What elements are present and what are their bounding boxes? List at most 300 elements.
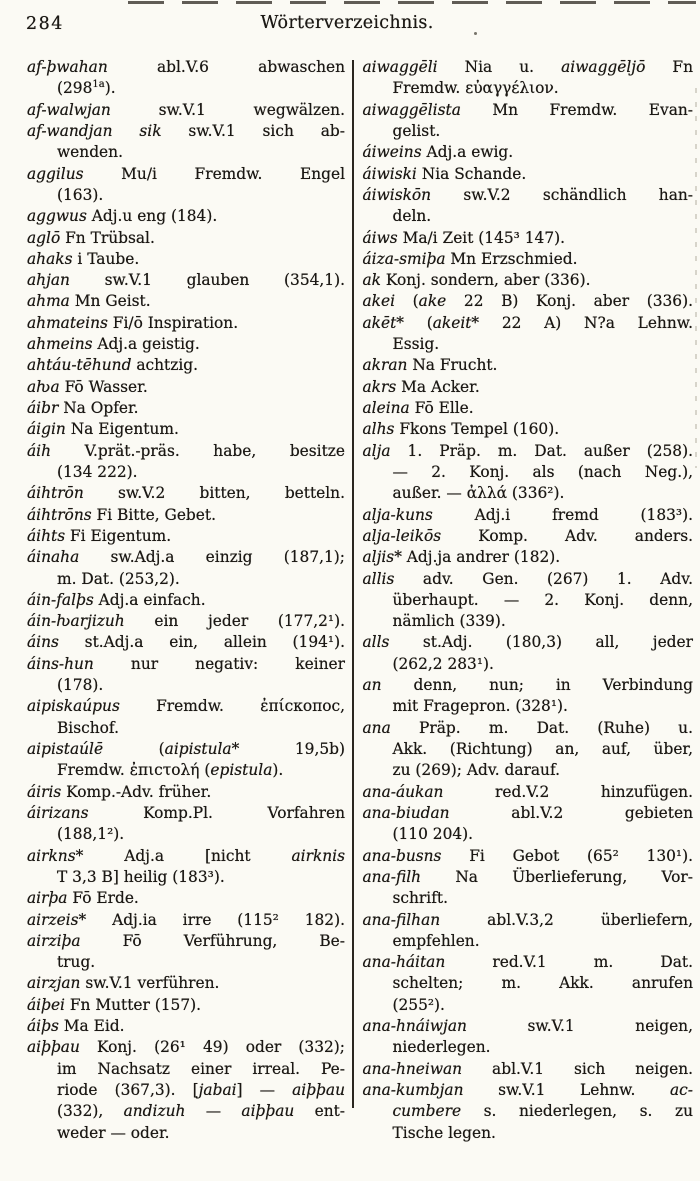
text-run: Fi Eigentum. xyxy=(65,526,172,545)
gothic-word: áigin xyxy=(27,420,66,439)
text-run: ). xyxy=(272,761,284,780)
superscript-ref: 1a xyxy=(92,79,105,91)
entry-line xyxy=(363,782,694,803)
dictionary-entry xyxy=(27,782,345,803)
entry-line xyxy=(27,121,345,142)
entry-line xyxy=(363,142,694,163)
text-run: weder — oder. xyxy=(57,1123,170,1142)
entry-line xyxy=(363,355,694,376)
text-run: (134 222). xyxy=(57,462,138,481)
entry-line xyxy=(363,228,694,249)
dictionary-entry xyxy=(363,952,694,1016)
entry-line xyxy=(363,1101,694,1122)
entry-line xyxy=(27,78,345,99)
text-run: Na Frucht. xyxy=(407,356,498,375)
gothic-word: aleina xyxy=(362,399,410,417)
text-run: gelist. xyxy=(392,121,441,140)
text-run: sw.V.1 verführen. xyxy=(80,974,220,993)
text-run: empfehlen. xyxy=(392,931,480,950)
gothic-word: aggilus xyxy=(27,164,84,183)
entry-line xyxy=(363,313,694,334)
text-run: ent- xyxy=(294,1102,345,1121)
text-run: Konj. (26¹ 49) oder (332); xyxy=(79,1038,345,1057)
text-run: sw.Adj.a einzig (187,1); xyxy=(79,548,345,567)
dictionary-entry xyxy=(27,931,345,974)
gothic-word: ake xyxy=(418,292,447,311)
dictionary-entry xyxy=(363,505,694,526)
entry-line xyxy=(363,1016,694,1037)
entry-line xyxy=(27,334,345,355)
gothic-word: áihtrōns xyxy=(27,505,92,524)
gothic-word: af-þwahan xyxy=(27,58,108,76)
entry-line xyxy=(363,291,694,312)
gothic-word: akrs xyxy=(362,377,397,396)
entry-line xyxy=(27,1123,345,1144)
text-run: schrift. xyxy=(392,889,448,908)
gothic-word: aipistaúlē xyxy=(27,740,104,758)
column-divider-rule xyxy=(352,60,354,1108)
dictionary-entry xyxy=(363,228,694,249)
entry-line xyxy=(27,632,345,653)
text-run: mit Fragepron. (328¹). xyxy=(392,697,568,716)
entry-line xyxy=(363,569,694,590)
text-run: Fremdw. ἐπίϲκοποϲ, xyxy=(119,697,345,716)
gothic-word: ahaks xyxy=(27,249,73,268)
entry-line xyxy=(27,846,345,867)
entry-line xyxy=(363,803,694,824)
gothic-word: ahmateins xyxy=(27,313,108,332)
dictionary-entry xyxy=(27,888,345,909)
gothic-word: airkns* xyxy=(27,846,84,865)
dictionary-entry xyxy=(27,696,345,739)
entry-line xyxy=(27,803,345,824)
entry-line xyxy=(363,57,694,78)
entry-line xyxy=(27,547,345,568)
dictionary-entry xyxy=(27,995,345,1016)
text-run: Adj.ja andrer (182). xyxy=(401,548,561,567)
entry-line xyxy=(363,654,694,675)
text-run: Ma/i Zeit (145³ 147). xyxy=(397,228,566,247)
entry-line xyxy=(363,931,694,952)
text-run: Nia Schande. xyxy=(416,164,527,183)
text-run: 22 A) N?a Lehnw. xyxy=(479,313,693,332)
entry-line xyxy=(363,249,694,270)
text-run: (298 xyxy=(57,79,93,98)
text-run: nämlich (339). xyxy=(392,612,506,631)
text-run: red.V.1 m. Dat. xyxy=(445,953,693,972)
text-run: Adj.a geistig. xyxy=(92,335,200,354)
text-run: Mn Geist. xyxy=(69,292,151,311)
entry-line xyxy=(363,398,694,419)
gothic-word: aljis* xyxy=(362,548,402,567)
gothic-word: áihts xyxy=(27,526,66,545)
text-run: ). xyxy=(104,79,116,98)
gothic-word: alhs xyxy=(362,420,395,439)
gothic-word: akeit* xyxy=(432,313,480,332)
gothic-word: áinaha xyxy=(27,548,80,567)
entry-line xyxy=(27,228,345,249)
gothic-word: ana-hneiwan xyxy=(362,1059,463,1078)
text-run: Fō Erde. xyxy=(67,889,139,908)
text-run: Fkons Tempel (160). xyxy=(394,420,560,439)
dictionary-entry xyxy=(363,675,694,718)
entry-line xyxy=(27,718,345,739)
entry-line xyxy=(27,100,345,121)
entry-line xyxy=(363,78,694,99)
entry-line xyxy=(27,483,345,504)
dictionary-entry xyxy=(27,270,345,291)
text-run: Komp. Adv. anders. xyxy=(441,526,693,545)
gothic-word: cumbere xyxy=(392,1102,462,1121)
dictionary-entry xyxy=(27,441,345,484)
entry-line xyxy=(27,824,345,845)
text-run: s. niederlegen, s. zu xyxy=(461,1102,693,1121)
entry-line xyxy=(363,526,694,547)
entry-line xyxy=(363,419,694,440)
entry-line xyxy=(27,1080,345,1101)
gothic-word: ana-háitan xyxy=(362,953,446,972)
gothic-word: áin-ƕarjizuh xyxy=(27,612,125,631)
text-run: außer. — ἀλλά (336²). xyxy=(392,484,565,503)
text-run: riode (367,3). [ xyxy=(57,1081,199,1099)
gothic-word: aƕa xyxy=(27,377,60,396)
entry-line xyxy=(363,164,694,185)
gothic-word: ana-busns xyxy=(362,846,442,865)
gothic-word: aiþþau xyxy=(241,1102,295,1121)
entry-line xyxy=(27,952,345,973)
dictionary-entry xyxy=(27,547,345,590)
entry-line xyxy=(363,505,694,526)
scan-artifact-top-edge xyxy=(128,1,696,4)
entry-line xyxy=(27,57,345,78)
gothic-word: ahjan xyxy=(27,271,70,290)
dictionary-columns xyxy=(27,57,694,1144)
gothic-word: áiris xyxy=(27,782,62,801)
entry-line xyxy=(27,1101,345,1122)
gothic-word: andizuh xyxy=(123,1102,186,1121)
text-run: sw.V.1 wegwälzen. xyxy=(110,100,345,119)
entry-line xyxy=(363,675,694,696)
text-run: ] — xyxy=(236,1081,293,1099)
entry-line xyxy=(27,355,345,376)
gothic-word: aggwus xyxy=(27,207,87,226)
page-number: 284 xyxy=(26,14,64,34)
dictionary-entry xyxy=(27,100,345,121)
text-run: im Nachsatz einer irreal. Pe- xyxy=(57,1059,345,1078)
entry-line xyxy=(363,632,694,653)
text-run: Konj. sondern, aber (336). xyxy=(381,271,591,290)
dictionary-entry xyxy=(27,121,345,164)
text-run: abl.V.1 sich neigen. xyxy=(462,1059,693,1078)
text-run: V.prät.-präs. habe, besitze xyxy=(51,441,345,460)
entry-line xyxy=(363,121,694,142)
dictionary-entry xyxy=(27,590,345,611)
entry-line xyxy=(363,377,694,398)
dictionary-entry xyxy=(27,632,345,653)
text-run: denn, nun; in Verbindung xyxy=(381,676,693,695)
entry-line xyxy=(363,846,694,867)
gothic-word: áiwiskōn xyxy=(362,185,432,204)
dictionary-entry xyxy=(363,57,694,100)
dictionary-entry xyxy=(363,291,694,312)
dictionary-entry xyxy=(363,718,694,782)
text-run: Präp. m. Dat. (Ruhe) u. xyxy=(390,718,693,737)
gothic-word: aiwaggēljō xyxy=(561,58,646,76)
entry-line xyxy=(363,100,694,121)
entry-line xyxy=(27,270,345,291)
dictionary-entry xyxy=(27,57,345,100)
text-run: Na Überlieferung, Vor- xyxy=(421,867,693,886)
entry-line xyxy=(363,441,694,462)
scan-artifact-right-edge xyxy=(695,88,697,468)
text-run: st.Adj.a ein, allein (194¹). xyxy=(58,633,345,652)
entry-line xyxy=(363,1080,694,1101)
text-run: Mn Erzschmied. xyxy=(445,249,578,268)
gothic-word: áins-hun xyxy=(27,654,94,673)
text-run: wenden. xyxy=(57,143,123,162)
dictionary-entry xyxy=(27,526,345,547)
gothic-word: akei xyxy=(362,292,396,311)
entry-line xyxy=(27,760,345,781)
dictionary-entry xyxy=(27,739,345,782)
entry-line xyxy=(363,824,694,845)
text-run: Na Opfer. xyxy=(58,399,139,417)
dictionary-entry xyxy=(363,313,694,356)
dictionary-entry xyxy=(363,782,694,803)
entry-line xyxy=(27,377,345,398)
gothic-word: alja-kuns xyxy=(362,505,433,524)
gothic-word: ana-kumbjan xyxy=(362,1081,464,1099)
dictionary-entry xyxy=(27,398,345,419)
entry-line xyxy=(363,590,694,611)
gothic-word: alls xyxy=(362,633,390,652)
gothic-word: jabai xyxy=(198,1081,237,1099)
dictionary-entry xyxy=(27,505,345,526)
text-run: sw.V.2 bitten, betteln. xyxy=(83,484,345,503)
dictionary-entry xyxy=(363,547,694,568)
dictionary-entry xyxy=(363,142,694,163)
entry-line xyxy=(27,291,345,312)
gothic-word: allis xyxy=(362,569,395,588)
entry-line xyxy=(363,1037,694,1058)
entry-line xyxy=(363,1059,694,1080)
text-run: Fn Mutter (157). xyxy=(64,995,202,1014)
dictionary-entry xyxy=(27,164,345,207)
entry-line xyxy=(363,952,694,973)
dictionary-entry xyxy=(363,164,694,185)
text-run: Fn Trübsal. xyxy=(60,228,155,247)
dictionary-entry xyxy=(27,654,345,697)
text-run: sw.V.1 neigen, xyxy=(466,1017,693,1036)
entry-line xyxy=(363,611,694,632)
text-run: abl.V.2 gebieten xyxy=(449,803,693,822)
dictionary-entry xyxy=(363,1080,694,1144)
text-run: Fi Gebot (65² 130¹). xyxy=(441,846,693,865)
entry-line xyxy=(27,888,345,909)
text-run: 1. Präp. m. Dat. außer (258). xyxy=(390,441,693,460)
gothic-word: aiþþau xyxy=(292,1081,345,1099)
gothic-word: aiwaggēli xyxy=(362,58,438,76)
text-run: überhaupt. — 2. Konj. denn, xyxy=(392,590,693,609)
text-run: Fremdw. εὐαγγέλιον. xyxy=(392,79,559,98)
gothic-word: áibr xyxy=(27,399,59,417)
dictionary-entry xyxy=(27,355,345,376)
entry-line xyxy=(27,696,345,717)
text-run: Adj.i fremd (183³). xyxy=(432,505,693,524)
dictionary-entry xyxy=(363,526,694,547)
dictionary-entry xyxy=(363,910,694,953)
entry-line xyxy=(27,206,345,227)
text-run: (178). xyxy=(57,676,104,695)
dictionary-entry xyxy=(363,441,694,505)
entry-line xyxy=(363,483,694,504)
dictionary-entry xyxy=(27,377,345,398)
gothic-word: akran xyxy=(362,356,408,375)
entry-line xyxy=(27,1037,345,1058)
gothic-word: ana-filh xyxy=(362,867,422,886)
text-run: 22 B) Konj. aber (336). xyxy=(446,292,693,311)
entry-line xyxy=(27,142,345,163)
text-run: zu (269); Adv. darauf. xyxy=(392,761,561,780)
entry-line xyxy=(363,888,694,909)
entry-line xyxy=(363,718,694,739)
entry-line xyxy=(27,505,345,526)
gothic-word: ana-filhan xyxy=(362,910,441,929)
gothic-word: ahma xyxy=(27,292,70,311)
text-run: sw.V.1 Lehnw. xyxy=(463,1081,670,1099)
text-run: 19,5b) xyxy=(239,740,345,758)
gothic-word: áin-falþs xyxy=(27,590,94,609)
dictionary-entry xyxy=(27,973,345,994)
gothic-word: áiweins xyxy=(362,143,422,162)
text-run: Komp.Pl. Vorfahren xyxy=(88,803,345,822)
text-run: achtzig. xyxy=(131,356,199,375)
entry-line xyxy=(363,696,694,717)
entry-line xyxy=(27,164,345,185)
text-run: sw.V.1 sich ab- xyxy=(161,121,345,140)
text-run: Fremdw. ἐπιϲτολή ( xyxy=(57,761,211,780)
text-run: schelten; m. Akk. anrufen xyxy=(392,974,693,993)
text-run: Essig. xyxy=(392,335,440,354)
gothic-word: ana-áukan xyxy=(362,782,444,801)
dictionary-entry xyxy=(27,206,345,227)
text-run: Fi/ō Inspiration. xyxy=(107,313,239,332)
dictionary-entry xyxy=(27,249,345,270)
dictionary-entry xyxy=(27,846,345,889)
entry-line xyxy=(27,441,345,462)
gothic-word: aipistula* xyxy=(164,740,240,758)
dictionary-entry xyxy=(363,100,694,143)
dictionary-entry xyxy=(363,569,694,633)
text-run: (188,1²). xyxy=(57,825,125,844)
gothic-word: ana-biudan xyxy=(362,803,450,822)
entry-line xyxy=(27,867,345,888)
gothic-word: aglō xyxy=(27,228,61,247)
column-right xyxy=(363,57,694,1144)
entry-line xyxy=(27,910,345,931)
gothic-word: ac- xyxy=(670,1081,693,1099)
dictionary-entry xyxy=(363,398,694,419)
dictionary-entry xyxy=(363,249,694,270)
entry-line xyxy=(27,185,345,206)
entry-line xyxy=(27,590,345,611)
text-run: (163). xyxy=(57,185,104,204)
entry-line xyxy=(27,611,345,632)
text-run: (332), xyxy=(57,1102,124,1121)
text-run: Adj.a einfach. xyxy=(93,590,206,609)
dictionary-entry xyxy=(27,483,345,504)
entry-line xyxy=(363,185,694,206)
gothic-word: ahmeins xyxy=(27,335,93,354)
gothic-word: aiþþau xyxy=(27,1038,80,1057)
entry-line xyxy=(27,569,345,590)
dictionary-entry xyxy=(27,910,345,931)
gothic-word: af-wandjan sik xyxy=(27,121,162,140)
text-run: (262,2 283¹). xyxy=(392,654,494,673)
dictionary-entry xyxy=(363,803,694,846)
gothic-word: alja-leikōs xyxy=(362,526,442,545)
text-run: Fō Verführung, Be- xyxy=(80,931,345,950)
gothic-word: áiþei xyxy=(27,995,65,1014)
entry-line xyxy=(363,867,694,888)
dictionary-entry xyxy=(27,1037,345,1144)
text-run: Komp.-Adv. früher. xyxy=(61,782,212,801)
entry-line xyxy=(363,1123,694,1144)
text-run: Ma Acker. xyxy=(396,377,480,396)
text-run: nur negativ: keiner xyxy=(93,654,345,673)
entry-line xyxy=(363,973,694,994)
dictionary-entry xyxy=(27,313,345,334)
dictionary-entry xyxy=(27,334,345,355)
text-run: abl.V.3,2 überliefern, xyxy=(440,910,693,929)
gothic-word: áins xyxy=(27,633,59,652)
entry-line xyxy=(27,462,345,483)
entry-line xyxy=(27,313,345,334)
text-run: Adj.u eng (184). xyxy=(86,207,218,226)
text-run: sw.V.1 glauben (354,1). xyxy=(69,271,345,290)
dictionary-entry xyxy=(27,228,345,249)
text-run: (110 204). xyxy=(392,825,474,844)
text-run: Bischof. xyxy=(57,718,119,737)
column-left xyxy=(27,57,345,1144)
gothic-word: aiwaggēlista xyxy=(362,100,461,119)
text-run: Na Eigentum. xyxy=(65,420,179,439)
entry-line xyxy=(27,1016,345,1037)
text-run: ein jeder (177,2¹). xyxy=(124,612,345,631)
text-run: Fi Bitte, Gebet. xyxy=(91,505,216,524)
text-run: adv. Gen. (267) 1. Adv. xyxy=(394,569,693,588)
text-run: T 3,3 B] heilig (183³). xyxy=(57,867,225,886)
entry-line xyxy=(363,760,694,781)
entry-line xyxy=(363,739,694,760)
gothic-word: ahtáu-tēhund xyxy=(27,356,132,375)
text-run: abl.V.6 abwaschen xyxy=(107,58,345,76)
gothic-word: ana-hnáiwjan xyxy=(362,1017,467,1036)
dictionary-entry xyxy=(27,611,345,632)
text-run: — xyxy=(185,1102,242,1121)
entry-line xyxy=(27,782,345,803)
gothic-word: áiza-smiþa xyxy=(362,249,446,268)
gothic-word: akēt* xyxy=(362,313,404,332)
text-run: ( xyxy=(404,313,433,332)
text-run: Fn xyxy=(645,58,693,76)
entry-line xyxy=(363,334,694,355)
dictionary-entry xyxy=(363,1016,694,1059)
text-run: Mu/i Fremdw. Engel xyxy=(83,164,345,183)
entry-line xyxy=(27,1059,345,1080)
entry-line xyxy=(27,995,345,1016)
dictionary-entry xyxy=(363,846,694,867)
